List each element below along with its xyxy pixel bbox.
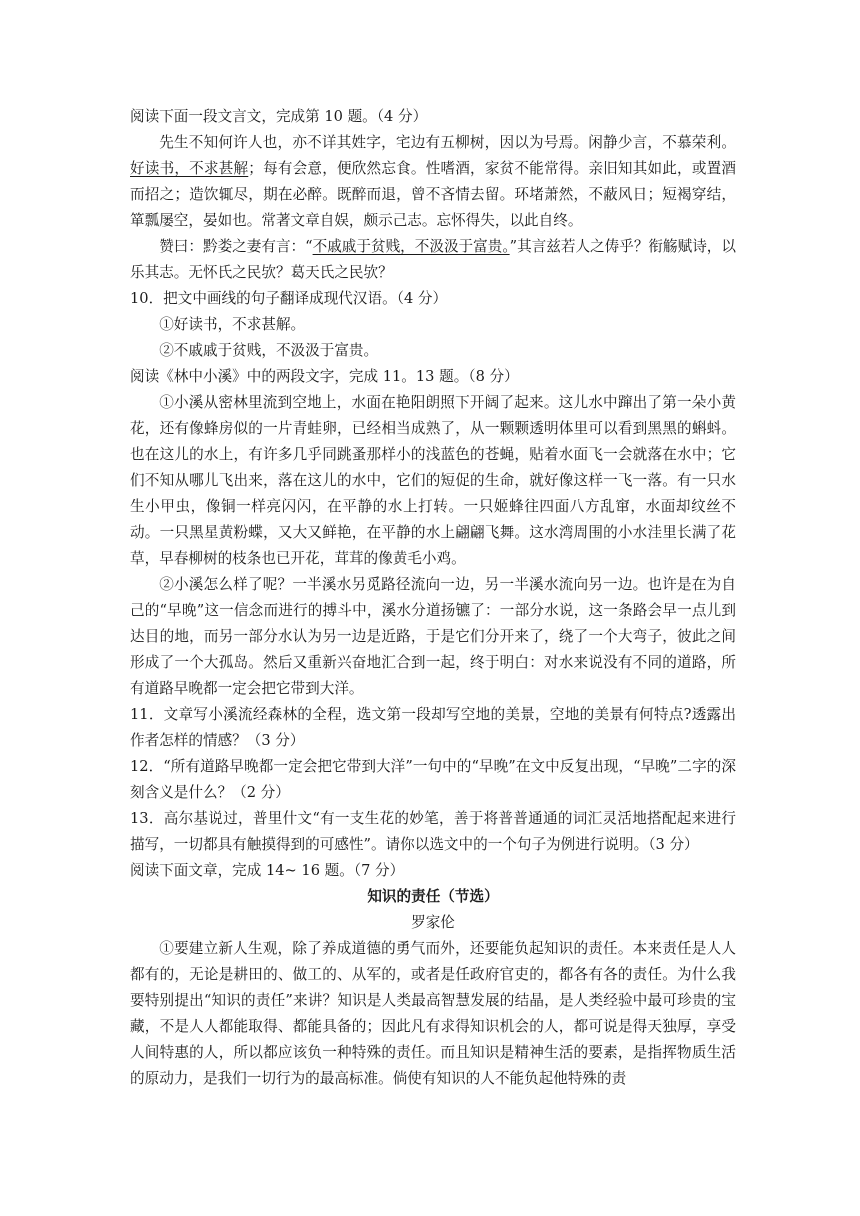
article-title: 知识的责任（节选） [367, 888, 499, 905]
exam-page [130, 104, 736, 1092]
text-segment: 先生不知何许人也，亦不详其姓字，宅边有五柳树，因以为号焉。闲静少言，不慕荣利。 [159, 134, 736, 151]
text-segment: ”其言兹若人之俦乎？衔觞赋诗，以乐其志。无怀氏之民欤？葛天氏之民欤？ [130, 238, 736, 281]
article-author: 罗家伦 [411, 914, 455, 931]
classical-text-paragraph-1 [130, 130, 736, 234]
text-segment: 赞曰：黔娄之妻有言：“ [159, 238, 313, 255]
text-segment: ；每有会意，便欣然忘食。性嗜酒，家贫不能常得。亲旧知其如此，或置酒而招之；造饮辄尽，期在必醉。既醉而退，曾不吝情去留。环堵萧然，不蔽风日；短褐穿结，箪瓢屡空，晏如也。常著文章自娱，颇示己志。忘怀得失，以此自终。 [130, 160, 736, 229]
section-11-13-intro: 阅读《林中小溪》中的两段文字，完成 11。13 题。（8 分） [130, 368, 519, 385]
underlined-sentence-2: 不戚戚于贫贱，不汲汲于富贵。 [312, 238, 510, 255]
section-10-intro: 阅读下面一段文言文，完成第 10 题。（4 分） [130, 108, 428, 125]
classical-text-paragraph-2 [130, 234, 736, 286]
question-10-item-1: ①好读书，不求甚解。 [159, 316, 306, 333]
stream-paragraph-1: ①小溪从密林里流到空地上，水面在艳阳朗照下开阔了起来。这儿水中蹿出了第一朵小黄花，还有像蜂房似的一片青蛙卵，已经相当成熟了，从一颗颗透明体里可以看到黑黑的蝌蚪。也在这儿的水上，有许多几乎同跳蚤那样小的浅蓝色的苍蝇，贴着水面飞一会就落在水中；它们不知从哪儿飞出来，落在这儿的水中，它们的短促的生命，就好像这样一飞一落。有一只水生小甲虫，像铜一样亮闪闪，在平静的水上打转。一只姬蜂往四面八方乱窜，水面却纹丝不动。一只黑星黄粉蝶，又大又鲜艳，在平静的水上翩翩飞舞。这水湾周围的小水洼里长满了花草，早春柳树的枝条也已开花，茸茸的像黄毛小鸡。 [130, 394, 736, 567]
stream-paragraph-2: ②小溪怎么样了呢？一半溪水另觅路径流向一边，另一半溪水流向另一边。也许是在为自己的“早晚”这一信念而进行的搏斗中，溪水分道扬镳了：一部分水说，这一条路会早一点儿到达目的地，而另一部分水认为另一边是近路，于是它们分开来了，绕了一个大弯子，彼此之间形成了一个大孤岛。然后又重新兴奋地汇合到一起，终于明白：对水来说没有不同的道路，所有道路早晚都一定会把它带到大洋。 [130, 576, 736, 697]
question-13: 13．高尔基说过，普里什文“有一支生花的妙笔，善于将普普通通的词汇灵活地搭配起来进行描写，一切都具有触摸得到的可感性”。请你以选文中的一个句子为例进行说明。（3 分） [130, 810, 736, 853]
article-paragraph-1: ①要建立新人生观，除了养成道德的勇气而外，还要能负起知识的责任。本来责任是人人都有的，无论是耕田的、做工的、从军的，或者是任政府官吏的，都各有各的责任。为什么我要特别提出“知识的责任”来讲？知识是人类最高智慧发展的结晶，是人类经验中最可珍贵的宝藏，不是人人都能取得、都能具备的；因此凡有求得知识机会的人，都可说是得天独厚，享受人间特惠的人，所以都应该负一种特殊的责任。而且知识是精神生活的要素，是指挥物质生活的原动力，是我们一切行为的最高标准。倘使有知识的人不能负起他特殊的责 [130, 940, 736, 1087]
underlined-sentence-1: 好读书，不求甚解 [130, 160, 249, 177]
question-10: 10．把文中画线的句子翻译成现代汉语。（4 分） [130, 290, 448, 307]
section-14-16-intro: 阅读下面文章，完成 14~ 16 题。（7 分） [130, 862, 405, 879]
question-11: 11．文章写小溪流经森林的全程，选文第一段却写空地的美景，空地的美景有何特点?透露出作者怎样的情感？（3 分） [130, 706, 736, 749]
question-10-item-2: ②不戚戚于贫贱，不汲汲于富贵。 [159, 342, 379, 359]
question-12: 12．“所有道路早晚都一定会把它带到大洋”一句中的“早晚”在文中反复出现，“早晚”二字的深刻含义是什么？（2 分） [130, 758, 736, 801]
